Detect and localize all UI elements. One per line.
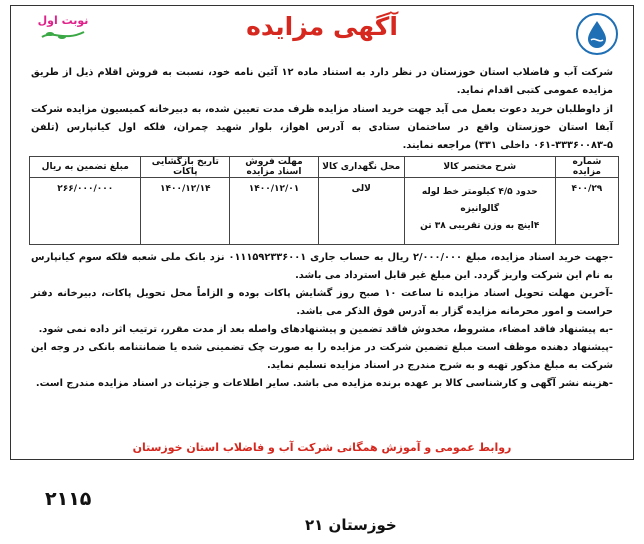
instructions-paragraph: از داوطلبان خرید دعوت بعمل می آید جهت خرید اسناد مزایده ظرف مدت تعیین شده، به دبیرخانه کمیسیون مزایده شرکت آبفا استان خوزستان واقع در ساختمان ستادی به آدرس اهواز، بلوار شهید چمران، فلکه اول کیانپارس (تلفن ۵-۳۳۳۶۰۰۸۳-۰۶۱ داخلی ۳۳۱) مراجعه نمایند. [31, 104, 613, 151]
header-deposit: مبلغ تضمین به ریال [30, 157, 141, 178]
condition-item: -آخرین مهلت تحویل اسناد مزایده تا ساعت ۱۰ صبح روز گشایش پاکات بوده و الزاماً محل تحویل پاکات، دبیرخانه دفتر حراست و امور محرمانه مزایده گزار به آدرس فوق الذکر می باشد. [31, 288, 613, 317]
intro-paragraph: شرکت آب و فاضلاب استان خوزستان در نظر دارد به استناد ماده ۱۲ آئین نامه خود، نسبت به فروش اقلام ذیل از طریق مزایده عمومی کتبی اقدام نماید. [31, 67, 614, 96]
description-line-1: حدود ۴/۵ کیلومتر خط لوله گالوانیزه [421, 187, 538, 214]
table-header-row [30, 157, 619, 178]
ad-code: ۲۱۱۵ [45, 488, 92, 510]
header-number: شماره مزایده [555, 157, 618, 178]
header-location: محل نگهداری کالا [318, 157, 404, 178]
cell-location: لالی [318, 178, 404, 245]
ad-title: آگهی مزایده [246, 12, 398, 41]
description-line-2: ۴اینچ به وزن تقریبی ۳۸ تن [420, 221, 540, 231]
signature-line: روابط عمومی و آموزش همگانی شرکت آب و فاضلاب استان خوزستان [132, 441, 512, 454]
header-description: شرح مختصر کالا [404, 157, 555, 178]
header-opening-date: تاریخ بازگشایی پاکات [141, 157, 230, 178]
cell-description [404, 178, 555, 245]
cell-sale-deadline: ۱۴۰۰/۱۲/۰۱ [230, 178, 319, 245]
badge-label: نوبت اول [37, 14, 89, 27]
tender-ad [10, 5, 634, 460]
tender-table [29, 156, 619, 245]
condition-item: -به پیشنهاد فاقد امضاء، مشروط، مخدوش فاقد تضمین و پیشنهادهای واصله بعد از مدت مقرر، ترتیب اثر داده نمی شود. [38, 324, 613, 335]
cell-number: ۴۰۰/۲۹ [555, 178, 618, 245]
condition-item: -پیشنهاد دهنده موظف است مبلغ تضمین شرکت در مزایده را به صورت چک تضمینی شده یا ضمانتنامه بانکی در وجه این شرکت به مبلغ مذکور تهیه و به شرح مندرج در اسناد مزایده تسلیم نماید. [31, 342, 613, 371]
conditions-list [31, 249, 613, 393]
condition-item: -هزینه نشر آگهی و کارشناسی کالا بر عهده برنده مزایده می باشد. سایر اطلاعات و جزئیات در اسناد مزایده مندرج است. [35, 378, 613, 389]
condition-item: -جهت خرید اسناد مزایده، مبلغ ۲/۰۰۰/۰۰۰ ریال به حساب جاری ۰۱۱۱۵۹۲۳۳۶۰۰۱ نزد بانک ملی شعبه فلکه سوم کیانپارس به نام این شرکت واریز گردد. این مبلغ غیر قابل استرداد می باشد. [31, 252, 613, 281]
cell-opening-date: ۱۴۰۰/۱۲/۱۴ [141, 178, 230, 245]
table-row [30, 178, 619, 245]
cell-deposit: ۲۶۶/۰۰۰/۰۰۰ [30, 178, 141, 245]
province-label: خوزستان ۲۱ [305, 516, 397, 534]
header-sale-deadline: مهلت فروش اسناد مزایده [230, 157, 319, 178]
